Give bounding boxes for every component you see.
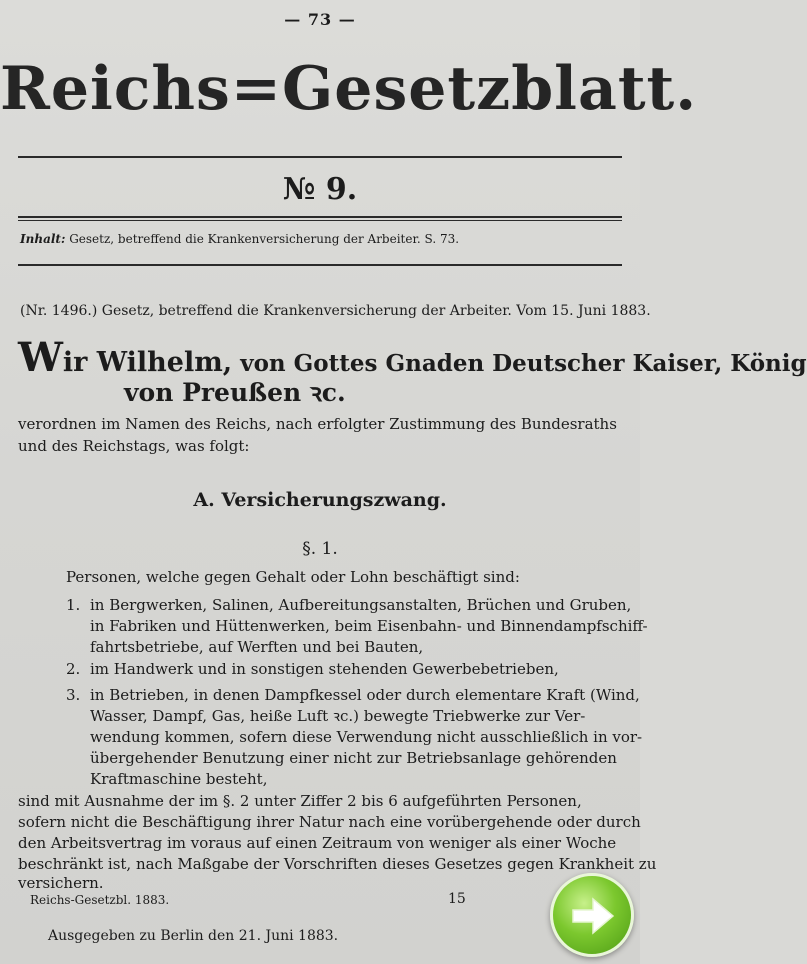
item-line: in Bergwerken, Salinen, Aufbereitungsanstalten, Brüchen und Gruben, — [90, 596, 632, 614]
closing-line: den Arbeitsvertrag im voraus auf einen Zeitraum von weniger als einer Woche — [18, 834, 617, 852]
title-rest: von Gottes Gnaden Deutscher Kaiser, König — [232, 350, 807, 377]
item-line: in Betrieben, in denen Dampfkessel oder durch elementare Kraft (Wind, — [90, 686, 640, 704]
item-number: 1. — [66, 596, 81, 614]
page-number: — 73 — — [284, 10, 356, 29]
preamble-line-1 — [18, 334, 807, 381]
item-number: 3. — [66, 686, 81, 704]
footer-publication: Reichs-Gesetzbl. 1883. — [30, 893, 170, 907]
closing-line: sofern nicht die Beschäftigung ihrer Natur nach eine vorübergehende oder durch — [18, 813, 641, 831]
issue-number: № 9. — [282, 172, 358, 207]
footer-sheet-number: 15 — [448, 891, 466, 907]
item-line: Kraftmaschine besteht, — [90, 770, 268, 788]
item-line: übergehender Benutzung einer nicht zur Betriebsanlage gehörenden — [90, 749, 617, 767]
section-title: A. Versicherungszwang. — [193, 489, 447, 511]
rule-top — [18, 156, 622, 158]
wir-rest: ir Wilhelm, — [62, 347, 233, 378]
closing-line: versichern. — [18, 874, 104, 892]
contents-label: Inhalt: — [20, 232, 66, 246]
closing-line: sind mit Ausnahme der im §. 2 unter Ziffer 2 bis 6 aufgeführten Personen, — [18, 792, 582, 810]
item-line: Wasser, Dampf, Gas, heiße Luft ꝛc.) bewegte Triebwerke zur Ver- — [90, 707, 586, 725]
rule-middle-1 — [18, 216, 622, 218]
contents-text: Gesetz, betreffend die Krankenversicherung der Arbeiter. S. 73. — [69, 232, 460, 246]
preamble-line-2: von Preußen ꝛc. — [124, 378, 346, 407]
item-line: im Handwerk und in sonstigen stehenden Gewerbebetrieben, — [90, 660, 559, 678]
issued-date: Ausgegeben zu Berlin den 21. Juni 1883. — [48, 928, 339, 944]
rule-middle-2 — [18, 220, 622, 221]
rule-bottom — [18, 264, 622, 266]
preamble-line-3: verordnen im Namen des Reichs, nach erfolgter Zustimmung des Bundesraths — [18, 415, 617, 433]
paragraph-title: §. 1. — [302, 539, 338, 559]
law-heading: (Nr. 1496.) Gesetz, betreffend die Krankenversicherung der Arbeiter. Vom 15. Juni 1883. — [20, 303, 651, 319]
preamble-line-4: und des Reichstags, was folgt: — [18, 437, 250, 455]
next-page-button[interactable] — [550, 873, 634, 957]
item-line: wendung kommen, sofern diese Verwendung nicht ausschließlich in vor- — [90, 728, 643, 746]
contents-line — [20, 232, 459, 246]
arrow-right-icon — [571, 896, 615, 936]
closing-line: beschränkt ist, nach Maßgabe der Vorschriften dieses Gesetzes gegen Krankheit zu — [18, 855, 657, 873]
item-line: fahrtsbetriebe, auf Werften und bei Bauten, — [90, 638, 424, 656]
item-line: in Fabriken und Hüttenwerken, beim Eisenbahn- und Binnendampfschiff- — [90, 617, 648, 635]
lead-text: Personen, welche gegen Gehalt oder Lohn beschäftigt sind: — [66, 568, 520, 586]
masthead-title: Reichs=Gesetzblatt. — [0, 54, 698, 124]
item-number: 2. — [66, 660, 81, 678]
wir-initial: W — [18, 334, 63, 381]
